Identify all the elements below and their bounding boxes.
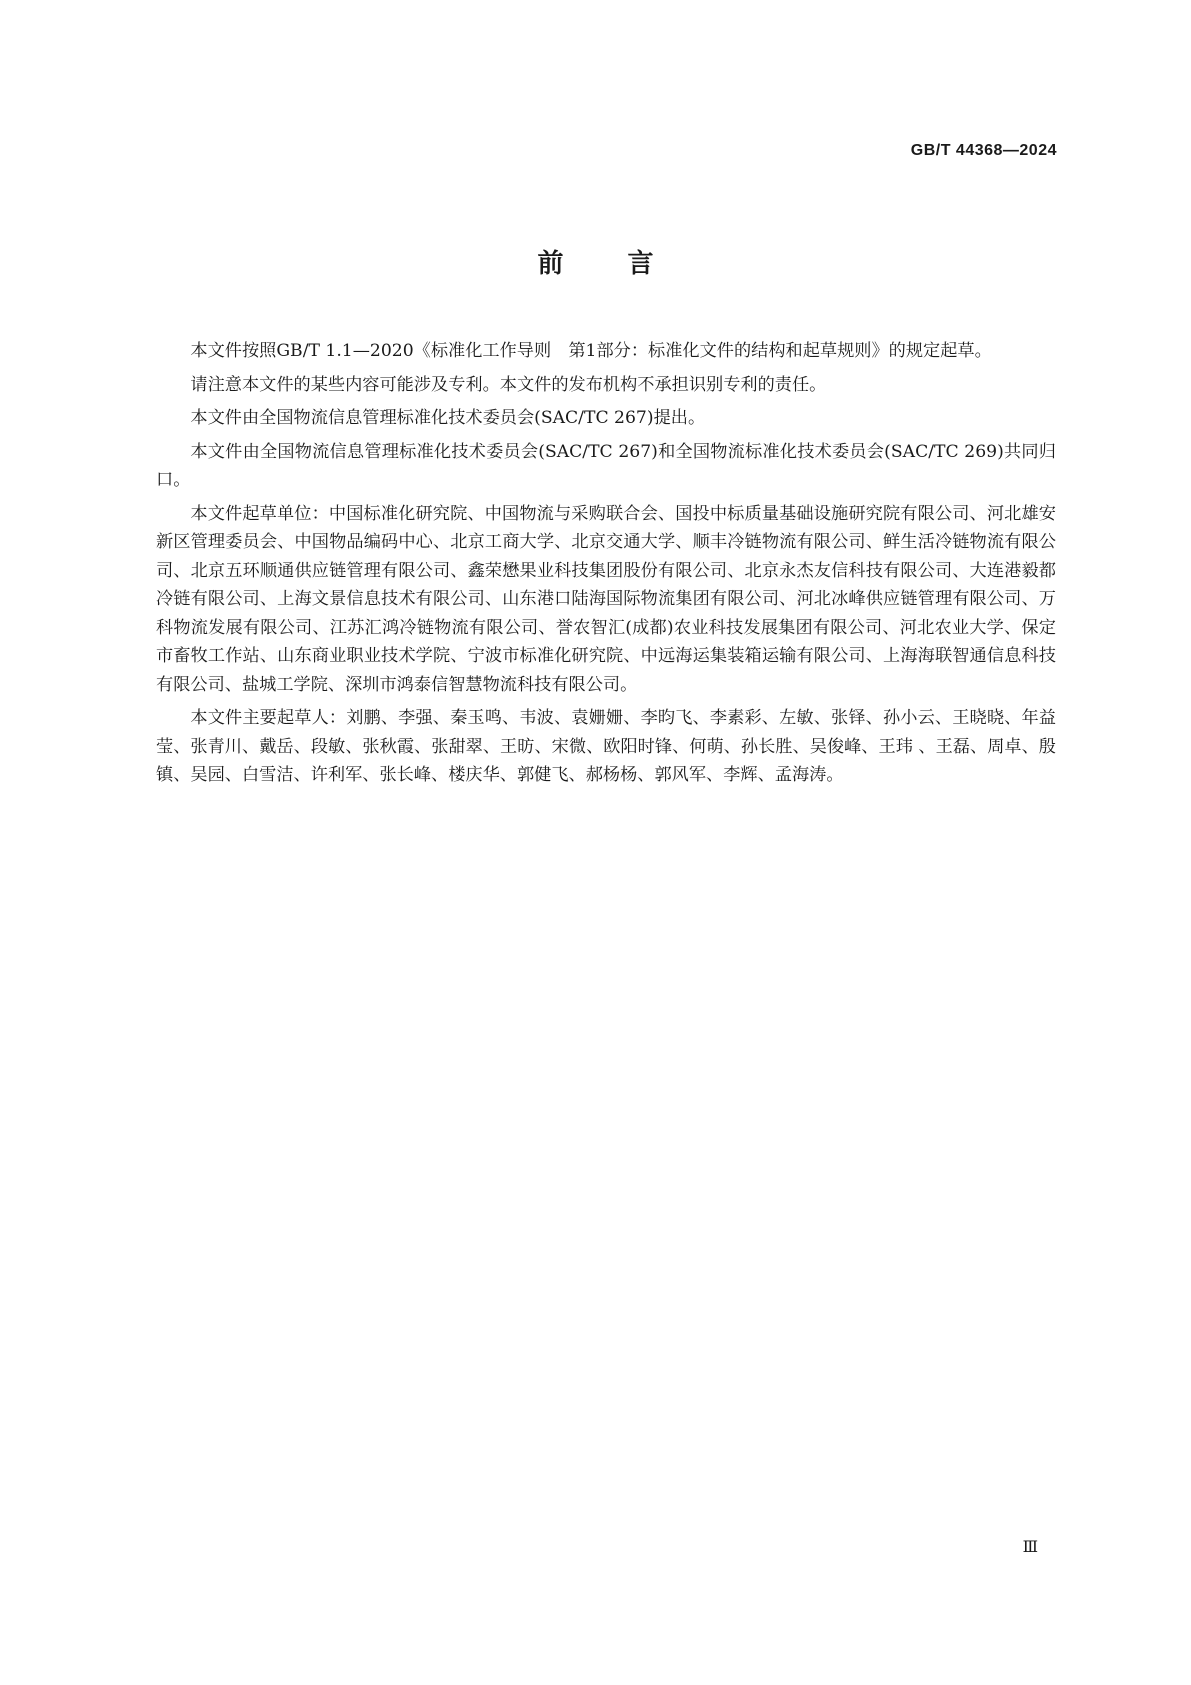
paragraph-drafting-organizations: 本文件起草单位：中国标准化研究院、中国物流与采购联合会、国投中标质量基础设施研究院有限公司、河北雄安新区管理委员会、中国物品编码中心、北京工商大学、北京交通大学、顺丰冷链物流有限公司、鲜生活冷链物流有限公司、北京五环顺通供应链管理有限公司、鑫荣懋果业科技集团股份有限公司、北京永杰友信科技有限公司、大连港毅都冷链有限公司、上海文景信息技术有限公司、山东港口陆海国际物流集团有限公司、河北冰峰供应链管理有限公司、万科物流发展有限公司、江苏汇鸿冷链物流有限公司、誉农智汇(成都)农业科技发展集团有限公司、河北农业大学、保定市畜牧工作站、山东商业职业技术学院、宁波市标准化研究院、中远海运集装箱运输有限公司、上海海联智通信息科技有限公司、盐城工学院、深圳市鸿泰信智慧物流科技有限公司。 <box>156 503 1056 695</box>
standard-code: GB/T 44368—2024 <box>910 142 1057 159</box>
paragraph-proposed-by: 本文件由全国物流信息管理标准化技术委员会(SAC/TC 267)提出。 <box>190 408 706 428</box>
foreword-body <box>156 337 1056 795</box>
paragraph-main-drafters: 本文件主要起草人：刘鹏、李强、秦玉鸣、韦波、袁姗姗、李昀飞、李素彩、左敏、张铎、孙小云、王晓晓、年益莹、张青川、戴岳、段敏、张秋霞、张甜翠、王昉、宋微、欧阳时锋、何萌、孙长胜、吴俊峰、王玮 、王磊、周卓、殷镇、吴园、白雪洁、许利军、张长峰、楼庆华、郭健飞、郝杨杨、郭风军、李辉、孟海涛。 <box>156 708 1056 785</box>
page-title: 前言 <box>537 249 718 279</box>
paragraph-patent-notice: 请注意本文件的某些内容可能涉及专利。本文件的发布机构不承担识别专利的责任。 <box>190 374 827 395</box>
page-number: Ⅲ <box>1022 1537 1038 1556</box>
paragraph-drafting-rules: 本文件按照GB/T 1.1—2020《标准化工作导则 第1部分：标准化文件的结构和起草规则》的规定起草。 <box>190 341 992 361</box>
paragraph-administered-by: 本文件由全国物流信息管理标准化技术委员会(SAC/TC 267)和全国物流标准化技术委员会(SAC/TC 269)共同归口。 <box>156 441 1056 490</box>
